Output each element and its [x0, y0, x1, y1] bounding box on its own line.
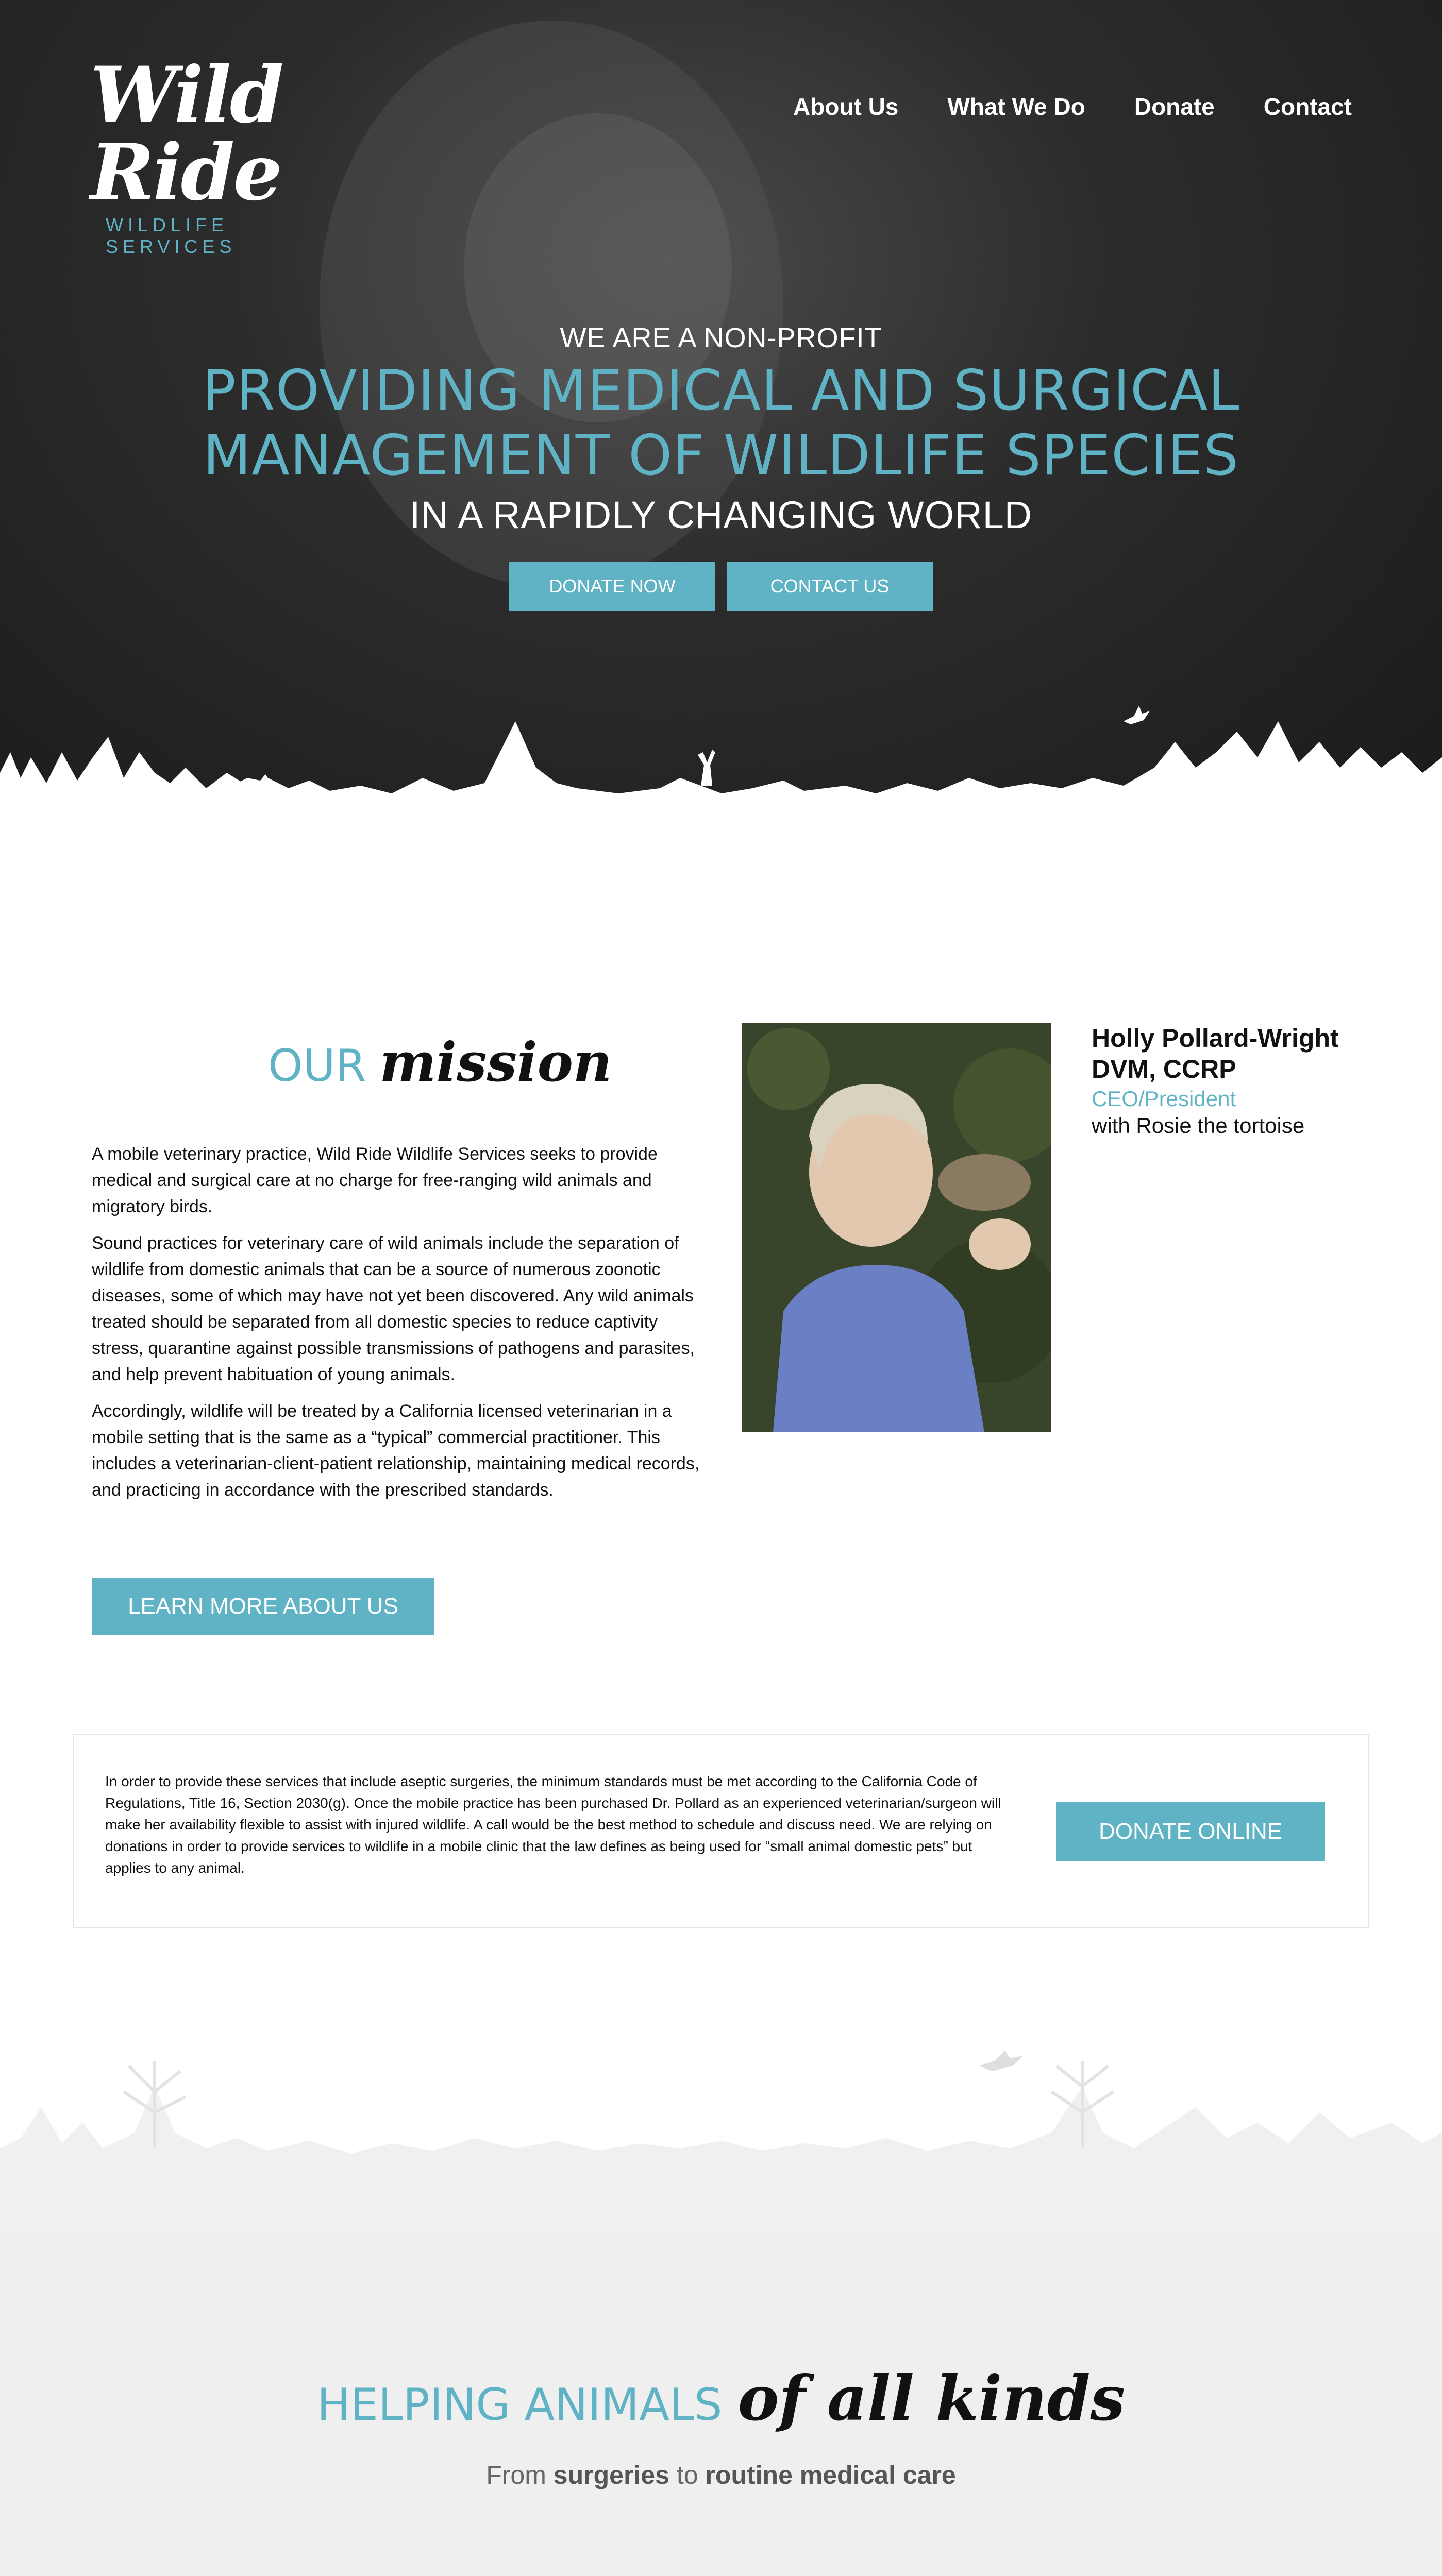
portrait-photo [742, 1023, 1051, 1432]
learn-more-button[interactable]: LEARN MORE ABOUT US [92, 1578, 434, 1635]
helping-title-script: of all kinds [737, 2362, 1126, 2435]
helping-title [0, 2362, 1442, 2435]
hero-headline [0, 322, 1442, 537]
bio-credentials: DVM, CCRP [1092, 1055, 1236, 1083]
mission-text [92, 1141, 700, 1514]
nav-what-we-do[interactable]: What We Do [947, 93, 1085, 120]
helping-title-light: HELPING ANIMALS [316, 2379, 723, 2431]
hero-main-title-line2: MANAGEMENT OF WILDLIFE SPECIES [203, 423, 1239, 488]
subtitle-routine-care: routine medical care [705, 2461, 956, 2489]
donate-online-button[interactable]: DONATE ONLINE [1056, 1802, 1325, 1861]
notice-text: In order to provide these services that include aseptic surgeries, the minimum standards must be met according to the California Code of Regulations, Title 16, Section 2030(g). Once the mobile practice has been purchased Dr. Pollard as an experienced veterinarian/surgeon will make her availability flexible to assist with injured wildlife. A call would be the best method to schedule and discuss need. We are relying on donations in order to provide services to wildlife in a mobile clinic that the law defines as being used for “small animal domestic pets” but applies to any animal. [105, 1773, 1001, 1876]
subtitle-from: From [486, 2461, 546, 2489]
contact-us-button[interactable]: CONTACT US [727, 562, 933, 611]
mission-title-script: mission [379, 1030, 612, 1094]
donate-now-button[interactable]: DONATE NOW [509, 562, 715, 611]
site-logo[interactable] [90, 50, 348, 258]
mission-paragraph: A mobile veterinary practice, Wild Ride Wildlife Services seeks to provide medical and surgical care at no charge for free-ranging wild animals and migratory birds. [92, 1144, 658, 1216]
bird-silhouette-icon [1124, 706, 1150, 724]
mission-paragraph: Sound practices for veterinary care of wild animals include the separation of wildlife from domestic animals that can be a source of numerous zoonotic diseases, some of which may have not yet been discovered. Any wild animals treated should be separated from all domestic species to reduce captivity stress, quarantine against possible transmissions of pathogens and parasites, and help prevent habituation of young animals. [92, 1233, 695, 1384]
bio-name: Holly Pollard-Wright [1092, 1024, 1339, 1053]
deer-silhouette-icon [698, 750, 715, 786]
hero-post-title: IN A RAPIDLY CHANGING WORLD [409, 494, 1033, 536]
subtitle-surgeries: surgeries [553, 2461, 669, 2489]
nav-contact[interactable]: Contact [1263, 93, 1352, 120]
logo-subtitle: WILDLIFE SERVICES [106, 214, 237, 257]
hero-buttons [0, 562, 1442, 611]
bio-note: with Rosie the tortoise [1092, 1113, 1305, 1138]
bio-role: CEO/President [1092, 1087, 1236, 1111]
mission-paragraph: Accordingly, wildlife will be treated by a California licensed veterinarian in a mobile setting that is the same as a “typical” commercial practitioner. This includes a veterinarian-client-patient relationship, maintaining medical records, and practicing in accordance with the prescribed standards. [92, 1401, 700, 1500]
hero-main-title-line1: PROVIDING MEDICAL AND SURGICAL [202, 359, 1240, 423]
main-nav [793, 93, 1352, 121]
regulations-notice-box [73, 1734, 1369, 1928]
helping-subtitle [0, 2460, 1442, 2490]
hero-pre-title: WE ARE A NON-PROFIT [560, 323, 882, 353]
nav-about-us[interactable]: About Us [793, 93, 899, 120]
subtitle-to: to [676, 2461, 698, 2489]
hero-tree-silhouette [0, 690, 1442, 845]
bio-card [1092, 1023, 1339, 1138]
mission-title [268, 1030, 612, 1094]
logo-wordmark: Wild Ride [90, 50, 282, 218]
gray-tree-silhouette [0, 2030, 1442, 2236]
mission-title-light: OUR [268, 1040, 366, 1092]
hero-section [0, 0, 1442, 845]
flying-bird-icon [979, 2050, 1023, 2071]
nav-donate[interactable]: Donate [1134, 93, 1215, 120]
